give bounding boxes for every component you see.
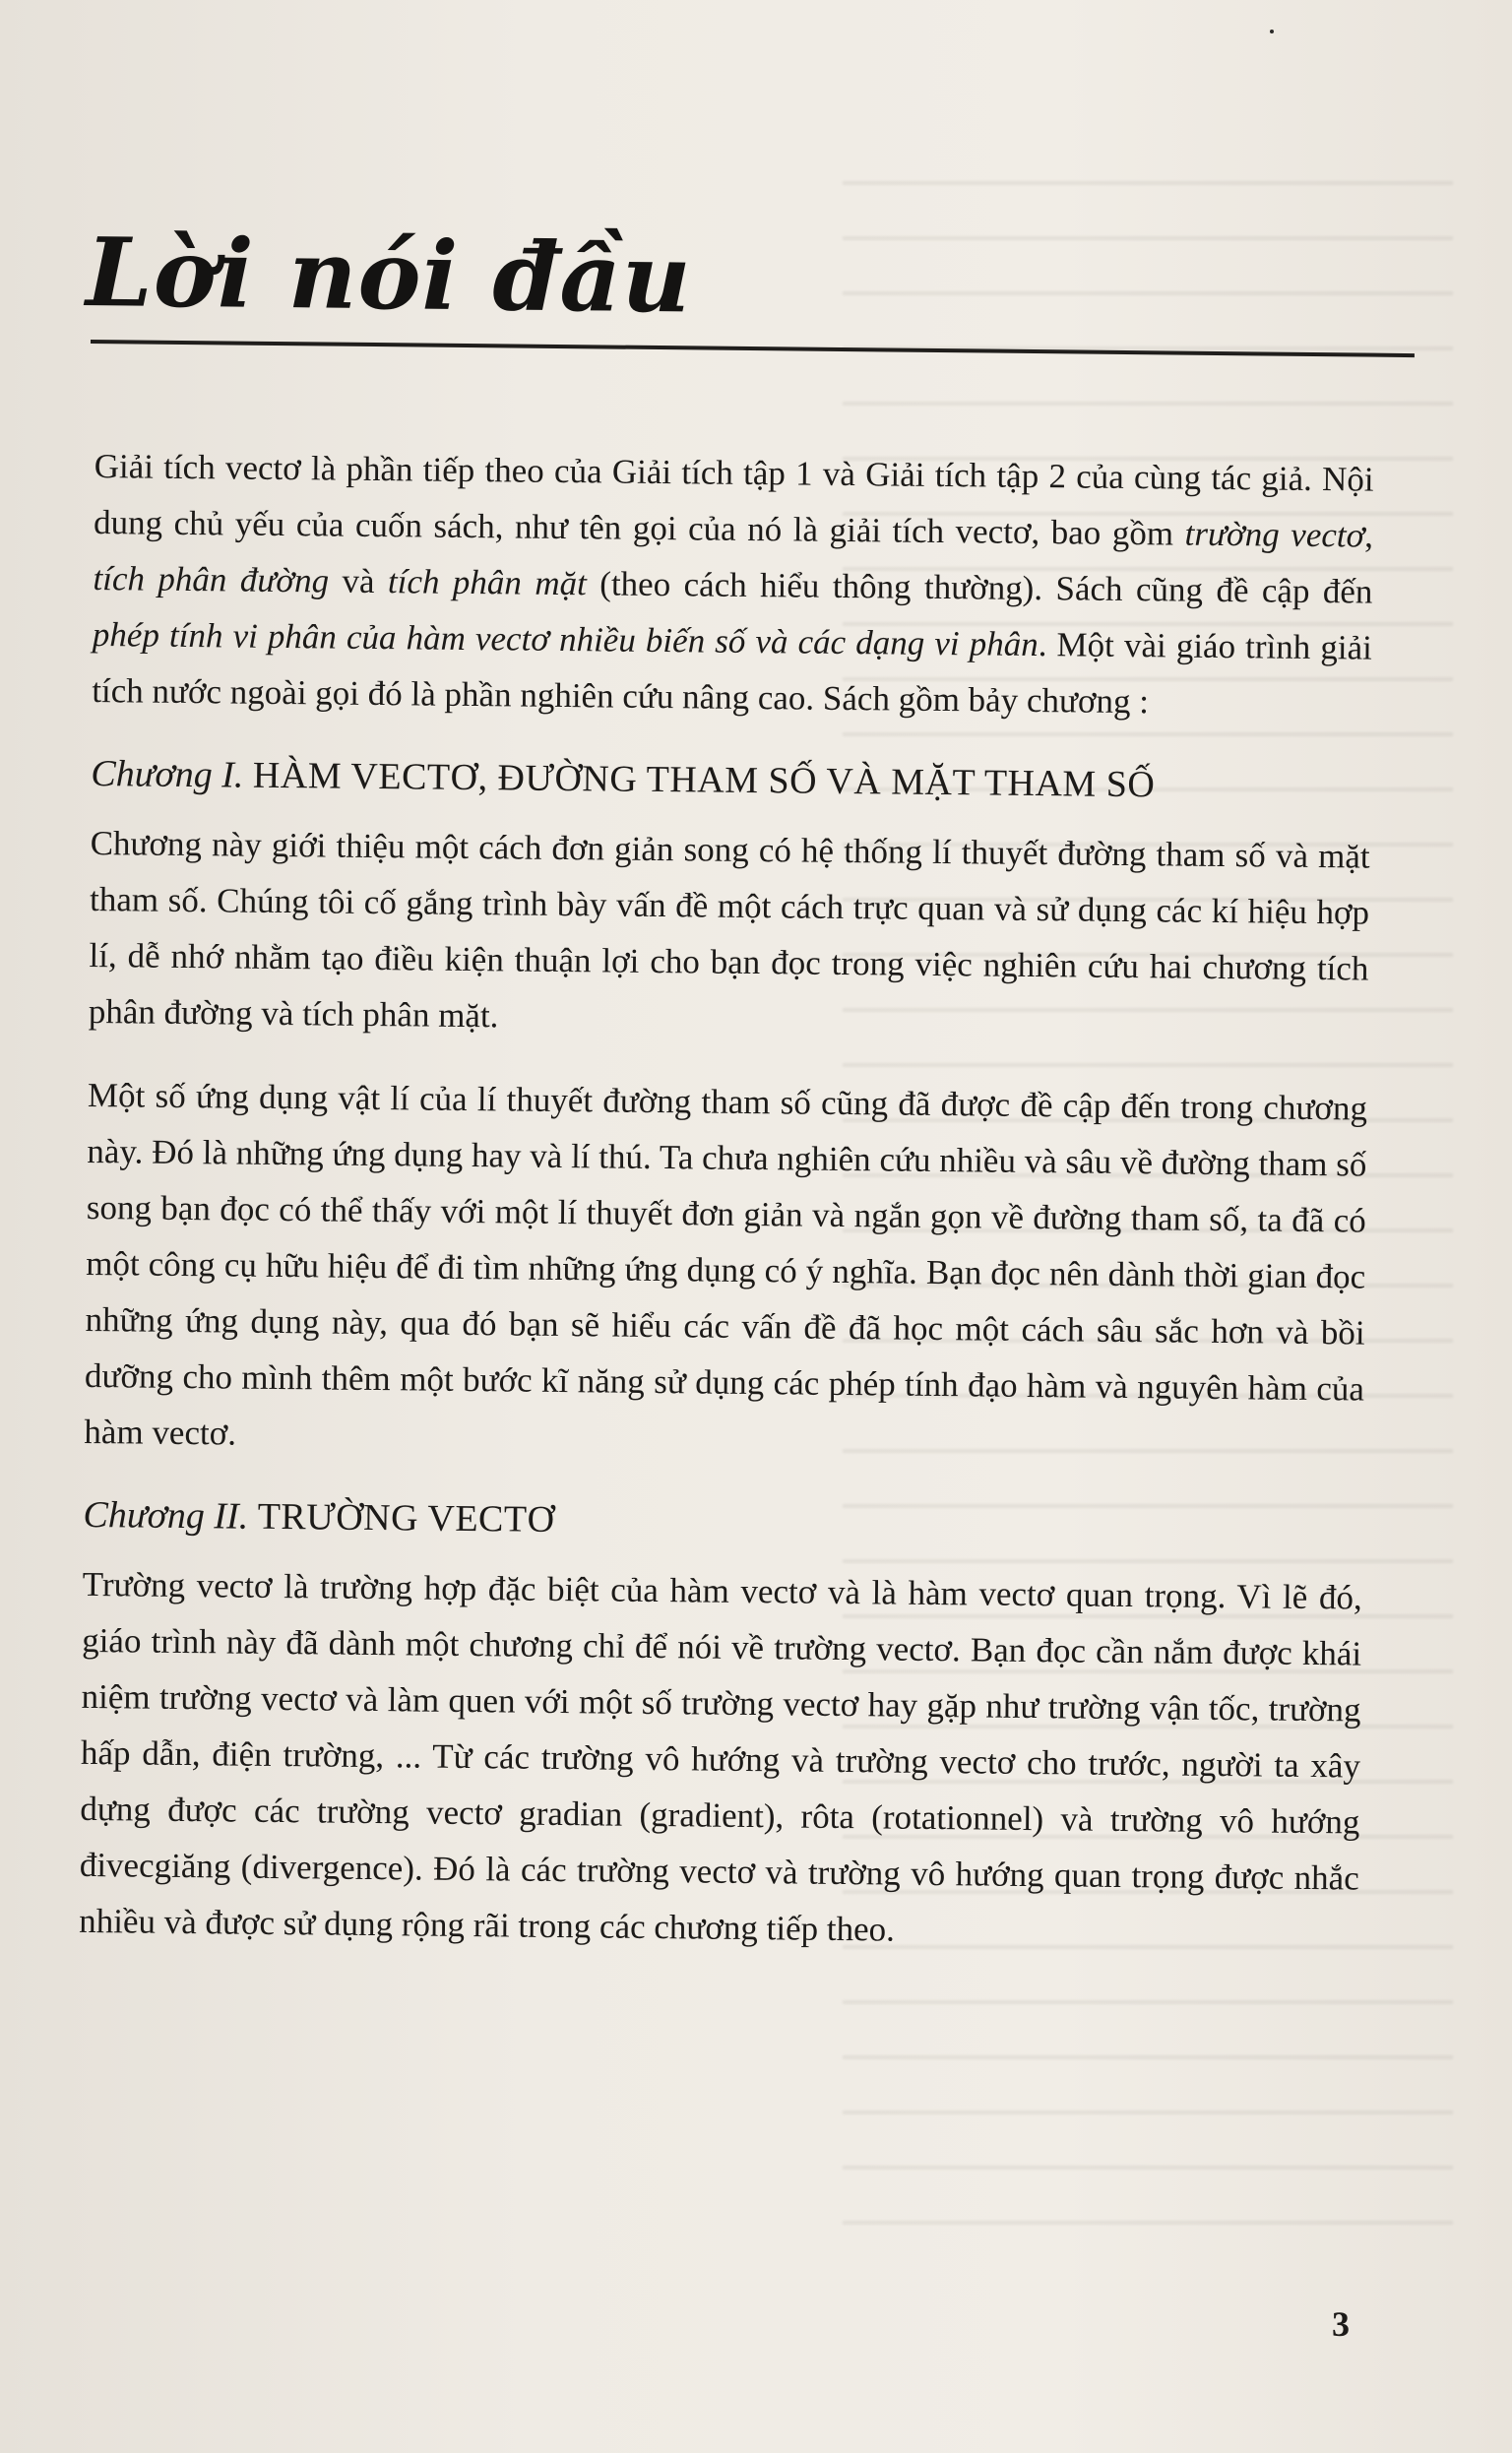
intro-paragraph: Giải tích vectơ là phần tiếp theo của Giải tích tập 1 và Giải tích tập 2 của cùng tác giả. Nội dung chủ yếu của cuốn sách, như tên gọi của nó là giải tích vectơ, bao gồm trường vectơ, tích phân đường và tích phân mặt (theo cách hiểu thông thường). Sách cũng đề cập đến phép tính vi phân của hàm vectơ nhiều biến số và các dạng vi phân. Một vài giáo trình giải tích nước ngoài gọi đó là phần nghiên cứu nâng cao. Sách gồm bảy chương : xyxy=(92,446,1374,722)
chapter-2-paragraph-1: Trường vectơ là trường hợp đặc biệt của hàm vectơ và là hàm vectơ quan trọng. Vì lẽ đó, giáo trình này đã dành một chương chỉ để nói về trường vectơ. Bạn đọc cần nắm được khái niệm trường vectơ và làm quen với một số trường vectơ hay gặp như trường vận tốc, trường hấp dẫn, điện trường, ... Từ các trường vô hướng và trường vectơ cho trước, người ta xây dựng được các trường vectơ gradian (gradient), rôta (rotationnel) và trường vô hướng đivecgiăng (divergence). Đó là các trường vectơ và trường vô hướng quan trọng được nhắc nhiều và được sử dụng rộng rãi trong các chương tiếp theo. xyxy=(79,1564,1362,1949)
page-number: 3 xyxy=(1332,2304,1350,2344)
chapter-2-label: Chương II. xyxy=(83,1493,249,1538)
page-content xyxy=(79,438,1374,1990)
chapter-1-title: HÀM VECTƠ, ĐƯỜNG THAM SỐ VÀ MẶT THAM SỐ xyxy=(252,754,1156,806)
chapter-1-heading xyxy=(91,746,1371,815)
chapter-1-label: Chương I. xyxy=(91,752,244,796)
ink-speck xyxy=(1270,30,1274,33)
chapter-2-heading xyxy=(83,1487,1363,1556)
chapter-2-title: TRƯỜNG VECTƠ xyxy=(257,1495,555,1541)
chapter-1-paragraph-1: Chương này giới thiệu một cách đơn giản song có hệ thống lí thuyết đường tham số và mặt tham số. Chúng tôi cố gắng trình bày vấn đề một cách trực quan và sử dụng các kí hiệu hợp lí, dễ nhớ nhằm tạo điều kiện thuận lợi cho bạn đọc trong việc nghiên cứu hai chương tích phân đường và tích phân mặt. xyxy=(88,823,1370,1036)
page-title: Lời nói đầu xyxy=(85,217,693,335)
chapter-1-paragraph-2: Một số ứng dụng vật lí của lí thuyết đường tham số cũng đã được đề cập đến trong chương này. Đó là những ứng dụng hay và lí thú. Ta chưa nghiên cứu nhiều và sâu về đường tham số song bạn đọc có thể thấy với một lí thuyết đơn giản và ngắn gọn về đường tham số, ta đã có một công cụ hữu hiệu để đi tìm những ứng dụng có ý nghĩa. Bạn đọc nên dành thời gian đọc những ứng dụng này, qua đó bạn sẽ hiểu các vấn đề đã học một cách sâu sắc hơn và bồi dưỡng cho mình thêm một bước kĩ năng sử dụng các phép tính đạo hàm và nguyên hàm của hàm vectơ. xyxy=(84,1075,1368,1453)
